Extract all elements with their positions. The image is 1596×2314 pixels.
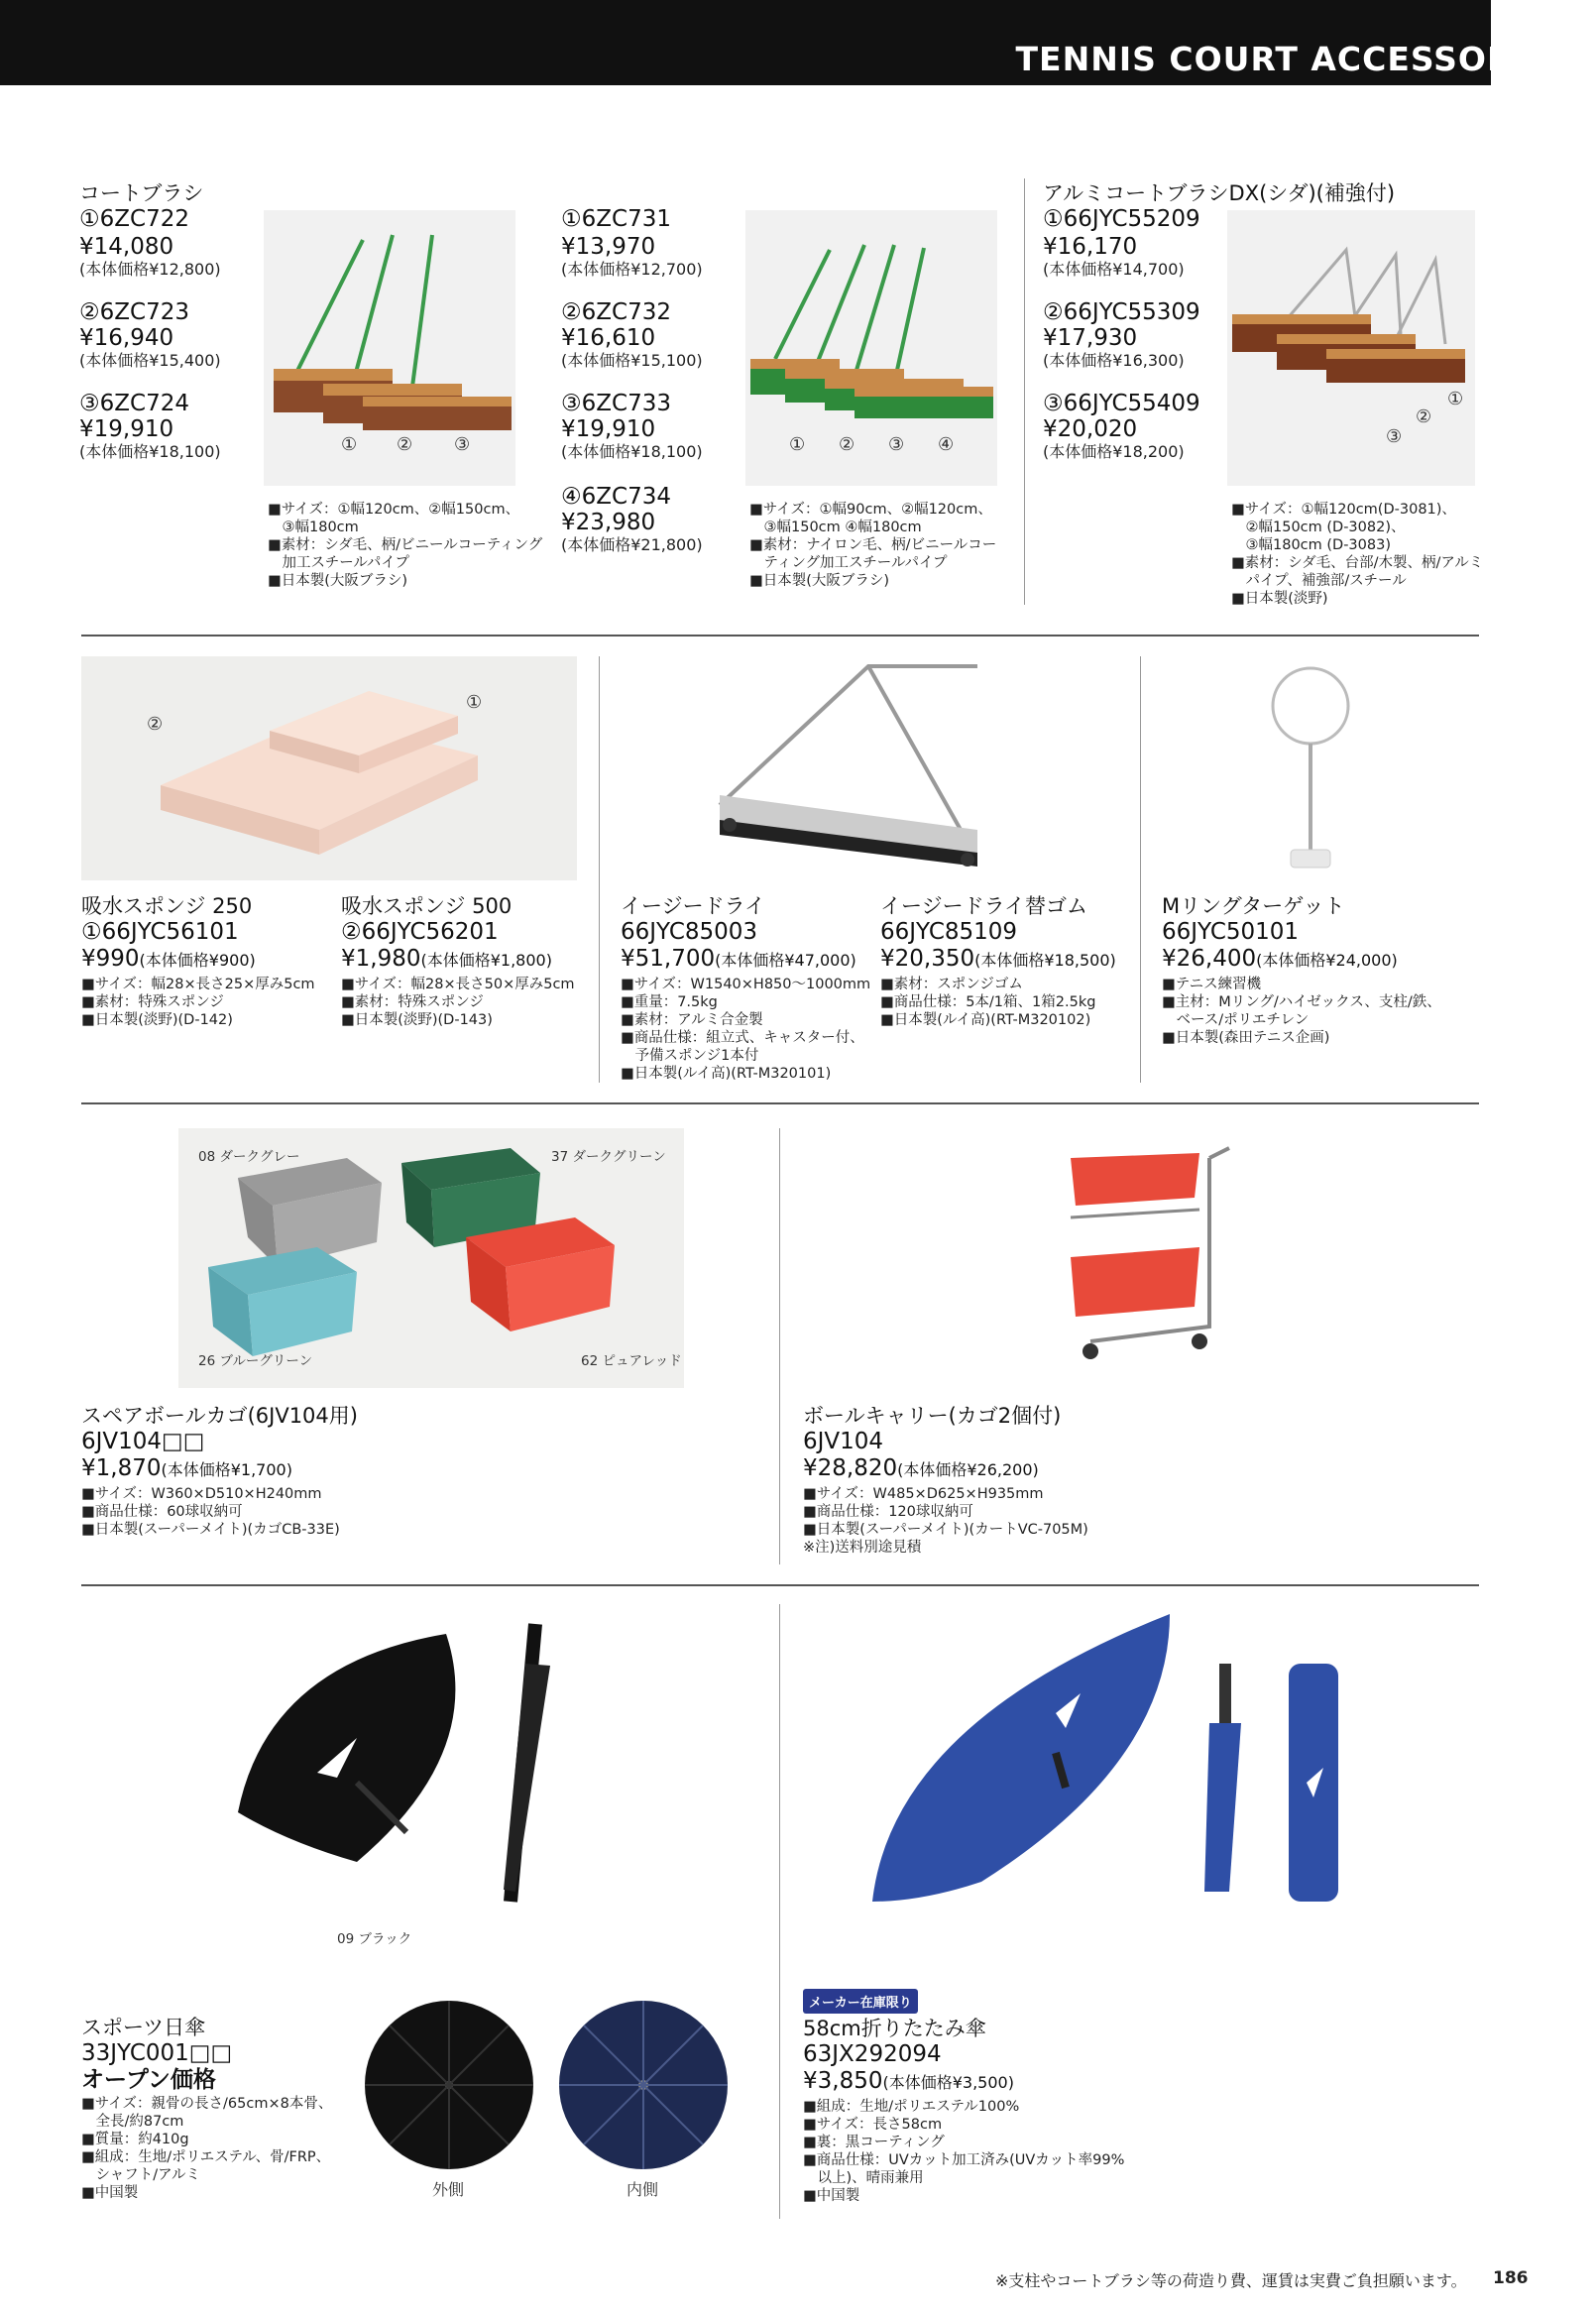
- fold-code: 63JX292094: [803, 2041, 942, 2067]
- brush2-num-4: ④: [938, 434, 955, 455]
- brush2-base-4: (本体価格¥21,800): [561, 535, 703, 554]
- brush-base-2: (本体価格¥15,400): [79, 351, 221, 370]
- basket-price: ¥1,870(本体価格¥1,700): [81, 1455, 292, 1481]
- umbrella-outside-label: 外側: [432, 2180, 465, 2199]
- easydry-spec: ■サイズ：W1540×H850～1000mm ■重量：7.5kg ■素材：アルミ合金製 ■商品仕様：組立式、キャスター付、 予備スポンジ1本付 ■日本製(ルイ高)(RT-M320101): [621, 977, 871, 1082]
- easydrygum-name: イージードライ替ゴム: [880, 894, 1087, 918]
- page-title: TENNIS COURT ACCESSORIES: [1015, 40, 1574, 78]
- brush2-spec: ■サイズ：①幅90cm、②幅120cm、 ③幅150cm ④幅180cm ■素材：ナイロン毛、柄/ビニールコー ティング加工スチールパイプ ■日本製(大阪ブラシ): [749, 502, 997, 589]
- stock-badge: メーカー在庫限り: [803, 1989, 918, 2014]
- umbrella-outside-photo: [365, 2001, 533, 2169]
- brush2-base-2: (本体価格¥15,100): [561, 351, 703, 370]
- divider: [779, 1128, 780, 1564]
- easydry-photo: [621, 656, 977, 880]
- easydry-price: ¥51,700(本体価格¥47,000): [621, 946, 856, 972]
- carrier-spec: ■サイズ：W485×D625×H935mm ■商品仕様：120球収納可 ■日本製(スーパーメイト)(カートVC-705M) ※注)送料別途見積: [803, 1486, 1088, 1556]
- alumi-num-1: ①: [1447, 389, 1464, 409]
- sponge-num-1: ①: [466, 692, 483, 713]
- fold-spec: ■組成：生地/ポリエステル100% ■サイズ：長さ58cm ■裏：黒コーティング ■商品仕様：UVカット加工済み(UVカット率99% 以上)、晴雨兼用 ■中国製: [803, 2099, 1125, 2204]
- easydry-code: 66JYC85003: [621, 919, 758, 945]
- alumi-code-1: ①66JYC55209: [1043, 206, 1200, 232]
- brush2-code-2: ②6ZC732: [561, 299, 671, 325]
- umbrella-code: 33JYC001□□: [81, 2040, 233, 2066]
- easydry-name: イージードライ: [621, 894, 765, 918]
- sponge-a-name: 吸水スポンジ 250: [81, 894, 253, 918]
- mring-price: ¥26,400(本体価格¥24,000): [1162, 946, 1398, 972]
- easydrygum-spec: ■素材：スポンジゴム ■商品仕様：5本/1箱、1箱2.5kg ■日本製(ルイ高)(RT-M320102): [880, 977, 1096, 1028]
- brush-base-3: (本体価格¥18,100): [79, 442, 221, 461]
- umbrella-spec: ■サイズ：親骨の長さ/65cm×8本骨、 全長/約87cm ■質量：約410g ■組成：生地/ポリエステル、骨/FRP、 シャフト/アルミ ■中国製: [81, 2096, 333, 2201]
- divider: [779, 1604, 780, 2219]
- mring-spec: ■テニス練習機 ■主材：Mリング/ハイゼックス、支柱/鉄、 ベース/ポリエチレン ■日本製(森田テニス企画): [1162, 977, 1441, 1046]
- fold-umbrella-photo: [853, 1604, 1348, 1941]
- mring-name: Mリングターゲット: [1162, 894, 1345, 918]
- basket-spec: ■サイズ：W360×D510×H240mm ■商品仕様：60球収納可 ■日本製(スーパーメイト)(カゴCB-33E): [81, 1486, 340, 1538]
- easydrygum-price: ¥20,350(本体価格¥18,500): [880, 946, 1116, 972]
- brush2-base-1: (本体価格¥12,700): [561, 260, 703, 279]
- carrier-code: 6JV104: [803, 1429, 884, 1454]
- brush2-price-4: ¥23,980: [561, 510, 656, 535]
- alumi-spec: ■サイズ：①幅120cm(D-3081)、 ②幅150cm (D-3082)、 ③幅180cm (D-3083) ■素材：シダ毛、台部/木製、柄/アルミ パイプ、補強部/スチール ■日本製(淡野): [1231, 502, 1484, 607]
- fold-price: ¥3,850(本体価格¥3,500): [803, 2068, 1014, 2094]
- umbrella-price: オープン価格: [81, 2067, 216, 2093]
- alumi-price-1: ¥16,170: [1043, 234, 1138, 260]
- sponge-num-2: ②: [147, 714, 164, 735]
- fold-name: 58cm折りたたみ傘: [803, 2017, 986, 2040]
- brush2-num-2: ②: [839, 434, 855, 455]
- divider: [1024, 178, 1025, 605]
- basket-color-3: 26 ブルーグリーン: [198, 1353, 313, 1369]
- alumi-photo: [1227, 210, 1475, 486]
- brush2-price-3: ¥19,910: [561, 416, 656, 442]
- brush-name: コートブラシ: [79, 181, 204, 205]
- sponge-b-price: ¥1,980(本体価格¥1,800): [341, 946, 552, 972]
- alumi-name: アルミコートブラシDX(シダ)(補強付): [1043, 181, 1396, 205]
- brush-num-2: ②: [397, 434, 413, 455]
- basket-color-1: 08 ダークグレー: [198, 1149, 300, 1165]
- section-divider: [81, 1584, 1479, 1586]
- alumi-price-3: ¥20,020: [1043, 416, 1138, 442]
- brush-code-2: ②6ZC723: [79, 299, 189, 325]
- alumi-num-2: ②: [1416, 406, 1432, 427]
- brush2-photo: [745, 210, 997, 486]
- brush-code-1: ①6ZC722: [79, 206, 189, 232]
- alumi-base-1: (本体価格¥14,700): [1043, 260, 1185, 279]
- sponge-b-code: ②66JYC56201: [341, 919, 499, 945]
- carrier-photo: [1051, 1128, 1247, 1388]
- brush-spec: ■サイズ：①幅120cm、②幅150cm、 ③幅180cm ■素材：シダ毛、柄/ビニールコーティング 加工スチールパイプ ■日本製(大阪ブラシ): [268, 502, 543, 589]
- umbrella-photo: [208, 1604, 664, 1941]
- brush2-base-3: (本体価格¥18,100): [561, 442, 703, 461]
- umbrella-inside-label: 内側: [627, 2180, 659, 2199]
- mring-code: 66JYC50101: [1162, 919, 1300, 945]
- alumi-base-3: (本体価格¥18,200): [1043, 442, 1185, 461]
- brush-base-1: (本体価格¥12,800): [79, 260, 221, 279]
- basket-code: 6JV104□□: [81, 1429, 205, 1454]
- umbrella-color: 09 ブラック: [337, 1931, 412, 1947]
- page-number: 186: [1493, 2268, 1529, 2288]
- easydrygum-code: 66JYC85109: [880, 919, 1018, 945]
- brush-code-3: ③6ZC724: [79, 391, 189, 416]
- sponge-a-price: ¥990(本体価格¥900): [81, 946, 256, 972]
- brush-price-2: ¥16,940: [79, 325, 174, 351]
- brush-price-3: ¥19,910: [79, 416, 174, 442]
- alumi-price-2: ¥17,930: [1043, 325, 1138, 351]
- brush2-code-4: ④6ZC734: [561, 484, 671, 510]
- brush-num-1: ①: [341, 434, 358, 455]
- basket-name: スペアボールカゴ(6JV104用): [81, 1404, 358, 1428]
- brush2-num-1: ①: [789, 434, 806, 455]
- umbrella-inside-photo: [559, 2001, 728, 2169]
- basket-color-2: 37 ダークグリーン: [551, 1149, 666, 1165]
- mring-photo: [1251, 656, 1370, 880]
- sponge-a-code: ①66JYC56101: [81, 919, 239, 945]
- divider: [599, 656, 600, 1083]
- footnote: ※支柱やコートブラシ等の荷造り費、運賃は実費ご負担願います。: [995, 2271, 1467, 2290]
- brush2-code-3: ③6ZC733: [561, 391, 671, 416]
- brush2-code-1: ①6ZC731: [561, 206, 671, 232]
- basket-color-4: 62 ピュアレッド: [581, 1353, 682, 1369]
- section-divider: [81, 635, 1479, 636]
- sponge-photo: [81, 656, 577, 880]
- brush-num-3: ③: [454, 434, 471, 455]
- carrier-name: ボールキャリー(カゴ2個付): [803, 1404, 1062, 1428]
- brush-photo: [264, 210, 515, 486]
- sponge-a-spec: ■サイズ：幅28×長さ25×厚み5cm ■素材：特殊スポンジ ■日本製(淡野)(D-142): [81, 977, 315, 1028]
- alumi-code-2: ②66JYC55309: [1043, 299, 1200, 325]
- divider: [1140, 656, 1141, 1083]
- sponge-b-name: 吸水スポンジ 500: [341, 894, 513, 918]
- umbrella-name: スポーツ日傘: [81, 2016, 206, 2039]
- section-divider: [81, 1102, 1479, 1104]
- brush2-price-2: ¥16,610: [561, 325, 656, 351]
- brush2-price-1: ¥13,970: [561, 234, 656, 260]
- carrier-price: ¥28,820(本体価格¥26,200): [803, 1455, 1039, 1481]
- brush2-num-3: ③: [888, 434, 905, 455]
- alumi-code-3: ③66JYC55409: [1043, 391, 1200, 416]
- alumi-base-2: (本体価格¥16,300): [1043, 351, 1185, 370]
- alumi-num-3: ③: [1386, 426, 1403, 447]
- brush-price-1: ¥14,080: [79, 234, 174, 260]
- sponge-b-spec: ■サイズ：幅28×長さ50×厚み5cm ■素材：特殊スポンジ ■日本製(淡野)(D-143): [341, 977, 575, 1028]
